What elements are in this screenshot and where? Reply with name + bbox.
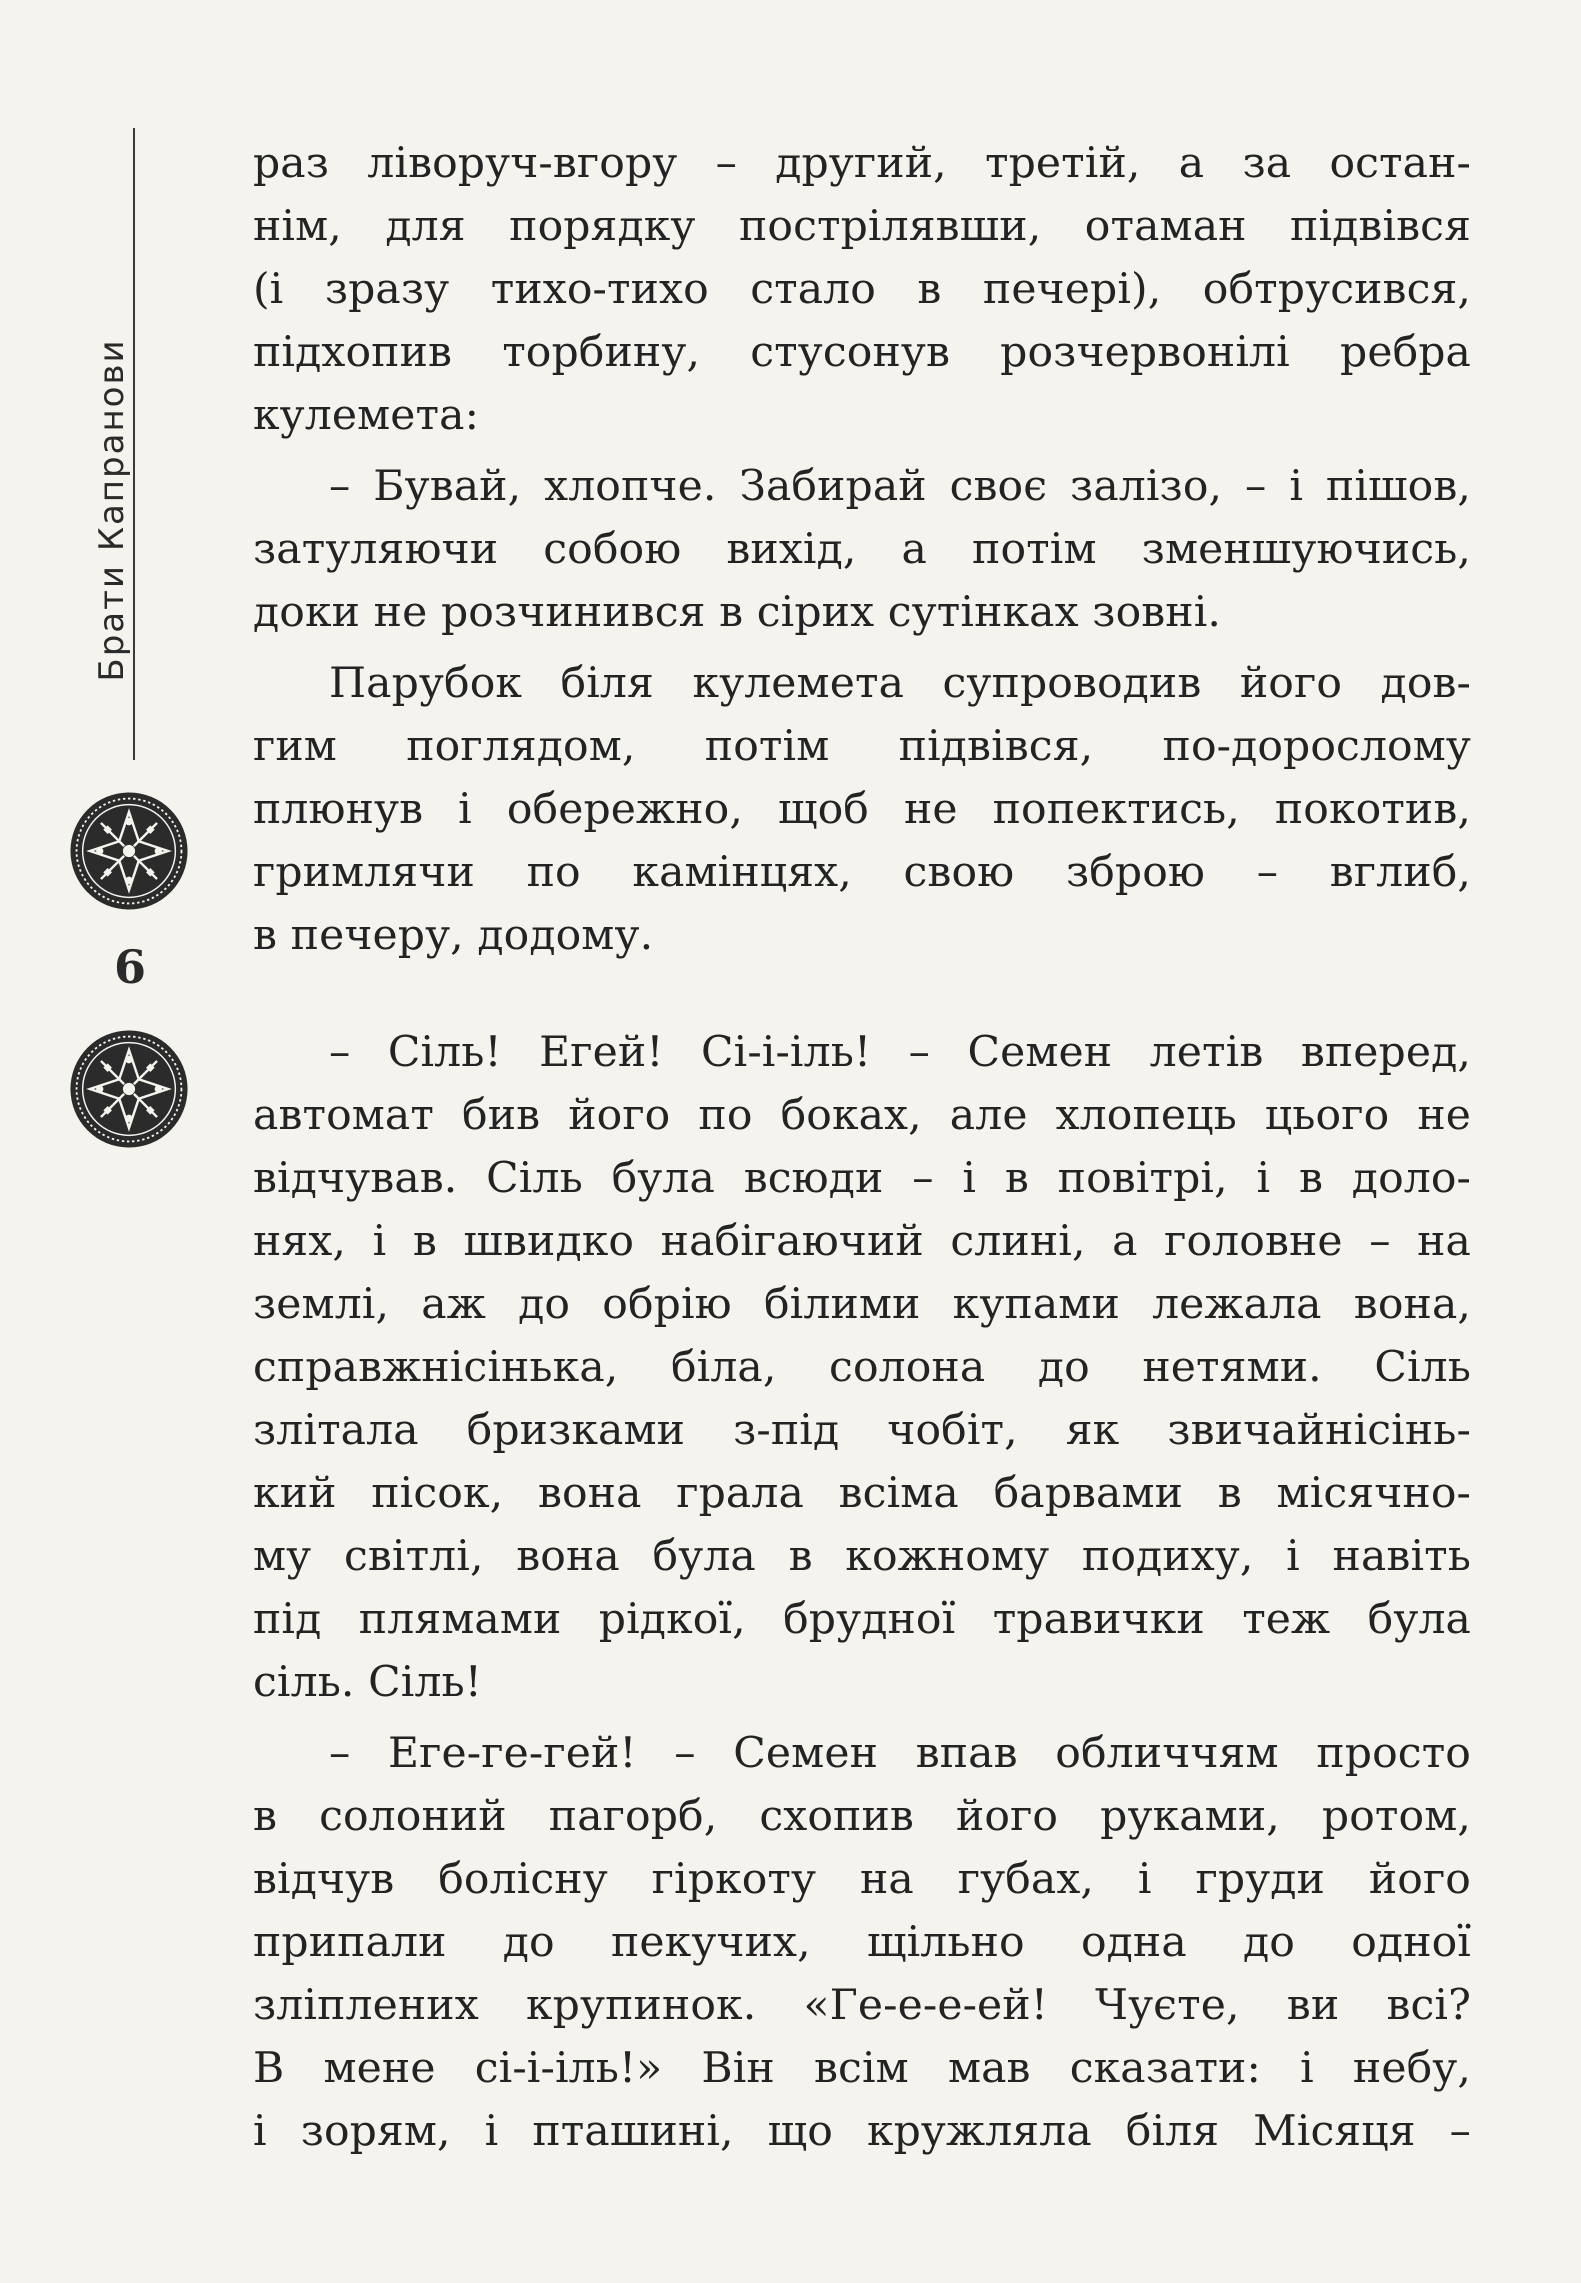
text-line: кий пісок, вона грала всіма барвами в місячно- <box>253 1469 1471 1518</box>
text-line: гримлячи по камінцях, свою зброю – вглиб, <box>253 848 1471 897</box>
text-line: в печеру, додому. <box>253 911 654 960</box>
text-line: В мене сі-і-іль!» Він всім мав сказати: і небу, <box>253 2044 1471 2093</box>
text-line: підхопив торбину, стусонув розчервонілі ребра <box>253 328 1471 377</box>
text-line: му світлі, вона була в кожному подиху, і навіть <box>253 1532 1471 1581</box>
text-line: землі, аж до обрію білими купами лежала вона, <box>253 1280 1471 1329</box>
paragraph <box>253 1722 1471 2163</box>
text-line: Парубок біля кулемета супроводив його дов- <box>329 659 1471 708</box>
text-line: нім, для порядку пострілявши, отаман підвівся <box>253 202 1471 251</box>
rosette-ornament-icon <box>68 790 190 912</box>
margin-rule <box>133 128 135 760</box>
section-break <box>253 967 1471 1021</box>
page-number: 6 <box>113 940 146 994</box>
text-line: – Бувай, хлопче. Забирай своє залізо, – і пішов, <box>329 462 1471 511</box>
paragraph <box>253 455 1471 644</box>
text-line: доки не розчинився в сірих сутінках зовні. <box>253 588 1222 637</box>
paragraph <box>253 1021 1471 1714</box>
text-line: – Сіль! Егей! Сі-і-іль! – Семен летів вперед, <box>329 1028 1471 1077</box>
text-line: злітала бризками з-під чобіт, як звичайнісінь- <box>253 1406 1471 1455</box>
text-line: припали до пекучих, щільно одна до одної <box>253 1918 1471 1967</box>
text-line: відчував. Сіль була всюди – і в повітрі, і в доло- <box>253 1154 1471 1203</box>
paragraph <box>253 132 1471 447</box>
paragraph <box>253 652 1471 967</box>
running-head-text: Брати Капранови <box>92 338 132 682</box>
text-line: раз ліворуч-вгору – другий, третій, а за остан- <box>253 139 1471 188</box>
body-text <box>253 132 1471 2163</box>
text-line: плюнув і обережно, щоб не попектись, покотив, <box>253 785 1471 834</box>
text-line: гим поглядом, потім підвівся, по-дорослому <box>253 722 1471 771</box>
text-line: зліплених крупинок. «Ге-е-е-ей! Чуєте, ви всі? <box>253 1981 1471 2030</box>
text-line: кулемета: <box>253 391 479 440</box>
text-line: під плямами рідкої, брудної травички теж була <box>253 1595 1471 1644</box>
text-line: затуляючи собою вихід, а потім зменшуючись, <box>253 525 1471 574</box>
text-line: автомат бив його по боках, але хлопець цього не <box>253 1091 1471 1140</box>
text-line: справжнісінька, біла, солона до нетями. Сіль <box>253 1343 1471 1392</box>
text-line: нях, і в швидко набігаючий слині, а головне – на <box>253 1217 1471 1266</box>
text-line: і зорям, і пташині, що кружляла біля Місяця – <box>253 2107 1471 2156</box>
rosette-ornament-icon <box>68 1028 190 1150</box>
text-line: сіль. Сіль! <box>253 1658 482 1707</box>
text-line: – Еге-ге-гей! – Семен впав обличчям просто <box>329 1729 1471 1778</box>
text-line: в солоний пагорб, схопив його руками, ротом, <box>253 1792 1471 1841</box>
text-line: (і зразу тихо-тихо стало в печері), обтрусився, <box>253 265 1471 314</box>
text-line: відчув болісну гіркоту на губах, і груди його <box>253 1855 1471 1904</box>
